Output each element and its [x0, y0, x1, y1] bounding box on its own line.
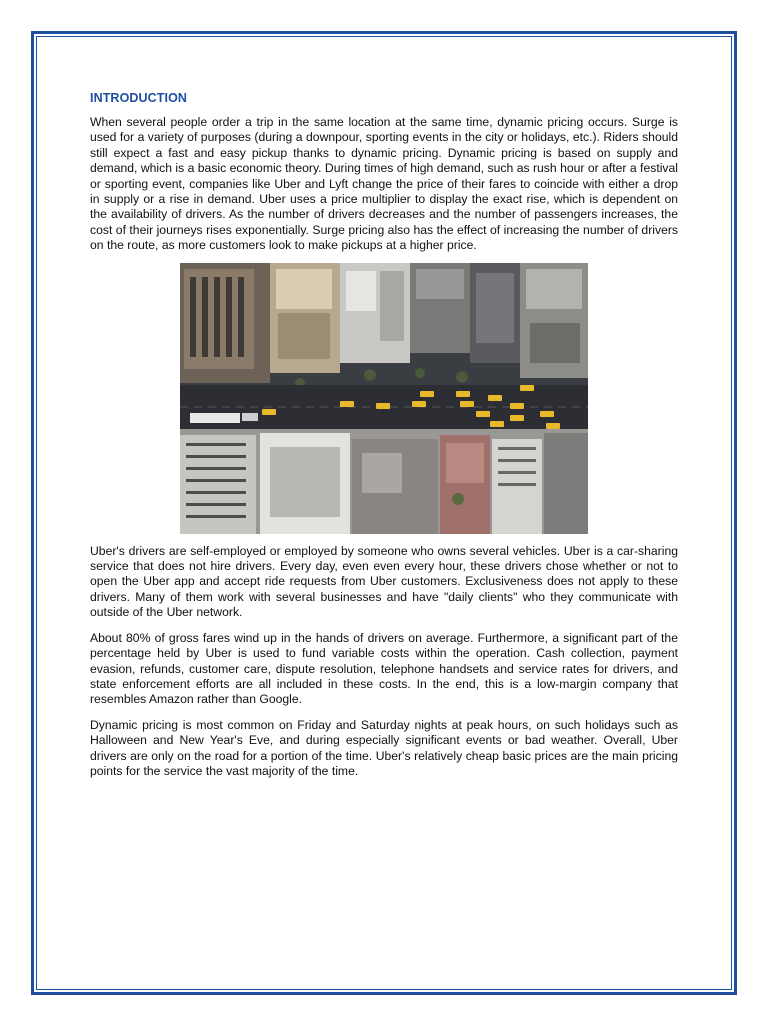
paragraph-drivers: Uber's drivers are self-employed or employed by someone who owns several vehicles. Uber is a car-sharing service that does not hire drivers. Every day, even even every hour, these drivers chose whether or not to open the Uber app and accept ride requests from Uber customers. Exclusiveness does not apply to these drivers. Many of them work with several businesses and have "daily clients" who they communicate with outside of the Uber network.	[90, 543, 678, 620]
paragraph-intro: When several people order a trip in the same location at the same time, dynamic pricing occurs. Surge is used for a variety of purposes (during a downpour, sporting events in the city or holidays, etc.). Riders should still expect a fast and easy pickup thanks to dynamic pricing. Dynamic pricing is based on supply and demand, which is a basic economic theory. During times of high demand, such as rush hour or after a festival or sporting event, companies like Uber and Lyft change the price of their fares to coincide with either a drop in supply or a rise in demand. Uber uses a price multiplier to display the exact rise, which is dependent on the availability of drivers. As the number of drivers decreases and the number of passengers increases, the cost of their journeys rises exponentially. Surge pricing also has the effect of increasing the number of drivers on the route, as more customers look to make pickups at a higher price.	[90, 115, 678, 253]
aerial-city-street-photo	[180, 263, 588, 534]
paragraph-fares: About 80% of gross fares wind up in the hands of drivers on average. Furthermore, a significant part of the percentage held by Uber is used to fund variable costs within the operation. Cash collection, payment evasion, refunds, customer care, dispute resolution, telephone handsets and service rates for drivers, and state enforcement efforts are all included in these costs. In the end, this is a low-margin company that resembles Amazon rather than Google.	[90, 630, 678, 707]
document-body	[90, 91, 678, 779]
section-heading: INTRODUCTION	[90, 91, 188, 105]
paragraph-peak-hours: Dynamic pricing is most common on Friday and Saturday nights at peak hours, on such holidays such as Halloween and New Year's Eve, and during especially significant events or bad weather. Overall, Uber drivers are only on the road for a portion of the time. Uber's relatively cheap basic prices are the main pricing points for the service the vast majority of the time.	[90, 717, 678, 778]
